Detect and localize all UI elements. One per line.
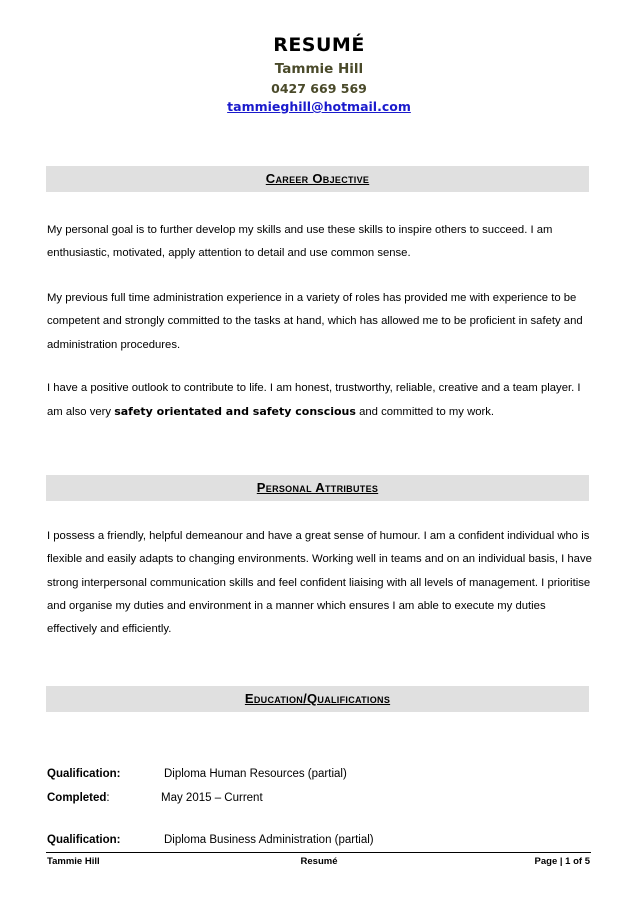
footer-center-text: Resumé: [300, 856, 338, 867]
section-header-career-objective: [46, 166, 589, 192]
education-row-label-colon: :: [106, 792, 110, 804]
career-objective-paragraph-3-end: and committed to my work.: [355, 406, 495, 419]
education-row-label-text: Completed: [47, 792, 107, 804]
section-title-career-objective: Career Objective: [265, 171, 370, 186]
personal-attributes-paragraph: I possess a friendly, helpful demeanour and have a great sense of humour. I am a confident individual who is flexible and easily adapts to changing environments. Working well in teams and on an individual basis, I have strong interpersonal communication skills and feel confident liaising with all levels of management. I prioritise and organise my duties and environment in a manner which ensures I am able to execute my duties effectively and efficiently.: [47, 530, 592, 636]
safety-emphasis-text: safety orientated and safety conscious: [114, 405, 356, 419]
career-objective-paragraph-3: [47, 377, 592, 425]
section-title-education: Education/Qualifications: [244, 691, 391, 706]
education-row-label: [47, 789, 110, 807]
education-row-value: May 2015 – Current: [161, 792, 263, 804]
education-row-label: [47, 765, 120, 783]
career-objective-paragraph-1: My personal goal is to further develop my skills and use these skills to inspire others to succeed. I am enthusiastic, motivated, apply attention to detail and use common sense.: [47, 224, 553, 260]
footer-left-text: Tammie Hill: [47, 856, 100, 867]
education-row-value: Diploma Business Administration (partial): [164, 834, 374, 846]
education-row-value: Diploma Human Resources (partial): [164, 768, 347, 780]
education-row-label-text: Qualification:: [47, 768, 121, 780]
section-title-personal-attributes: Personal Attributes: [256, 480, 379, 495]
section-header-education: [46, 686, 589, 712]
education-row: [47, 765, 592, 783]
career-objective-paragraph-2: My previous full time administration experience in a variety of roles has provided me with experience to be competent and strongly committed to the tasks at hand, which has allowed me to be proficient in safety and administration procedures.: [47, 292, 583, 351]
section-header-personal-attributes: [46, 475, 589, 501]
document-title: RESUMÉ: [273, 34, 365, 56]
applicant-name: Tammie Hill: [274, 61, 364, 77]
education-row: [47, 789, 592, 807]
footer-divider: [46, 852, 591, 853]
education-row-label-text: Qualification:: [47, 834, 121, 846]
career-objective-paragraph-3-start: I have a positive outlook to contribute to life. I am honest, trustworthy, reliable, creative and a team player. I am also very: [47, 382, 581, 419]
applicant-email-link[interactable]: tammieghill@hotmail.com: [227, 99, 411, 114]
education-row: [47, 831, 592, 849]
education-row-label: [47, 831, 120, 849]
footer-page-number: Page | 1 of 5: [534, 856, 590, 867]
applicant-phone: 0427 669 569: [271, 81, 367, 96]
